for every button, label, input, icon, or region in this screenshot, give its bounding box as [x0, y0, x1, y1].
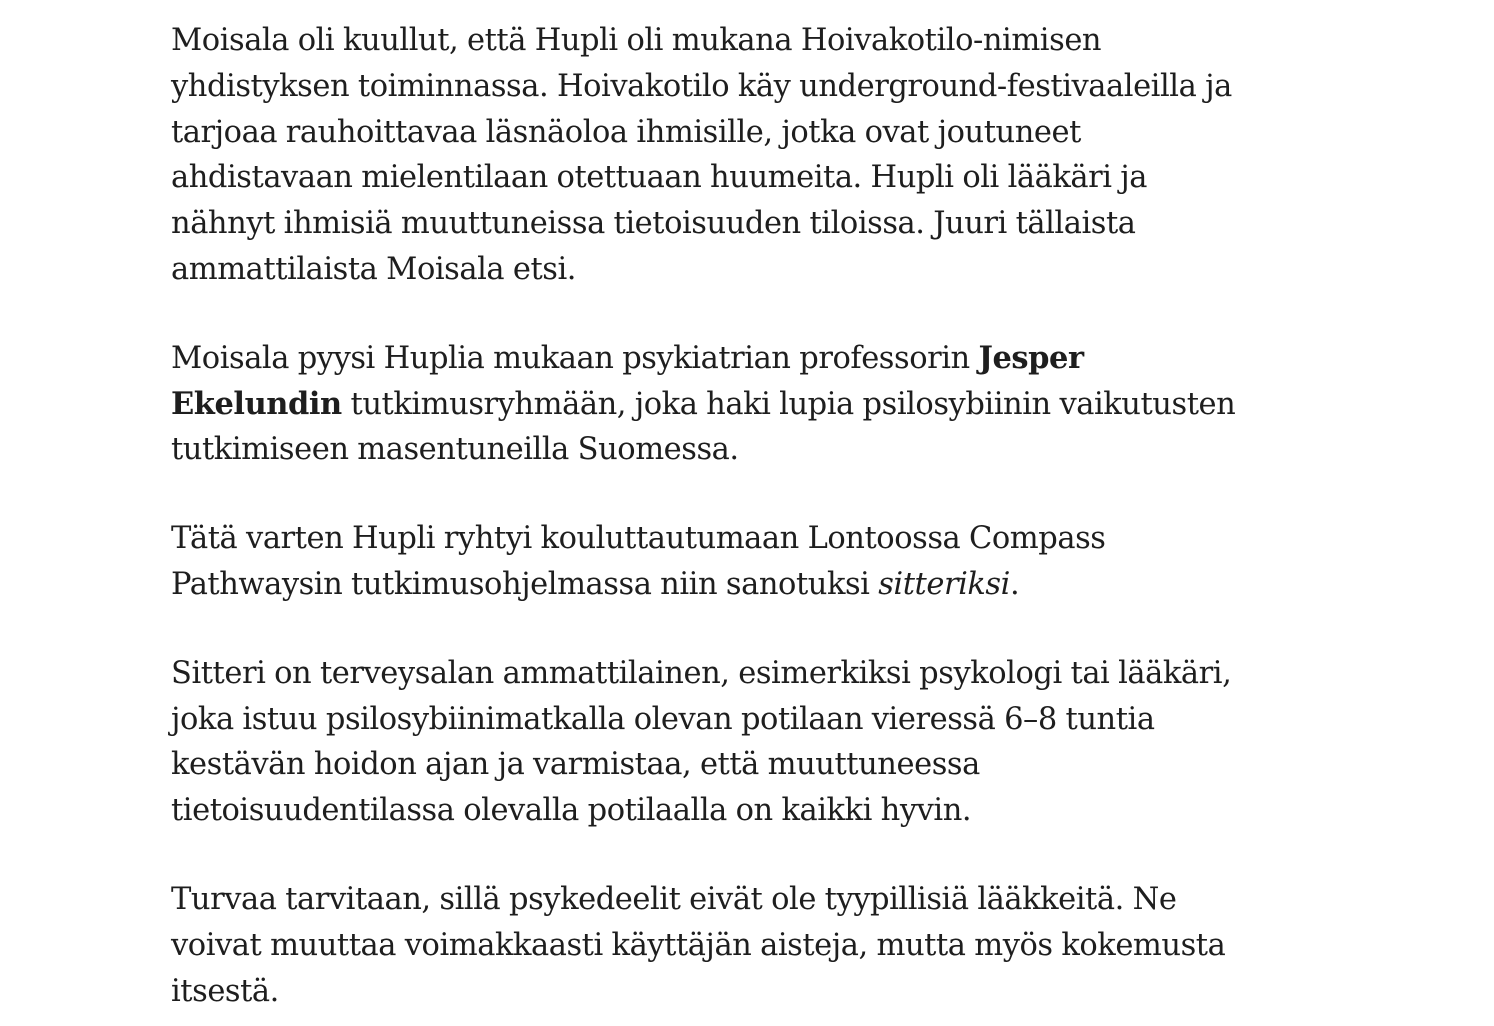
text-line: tarjoaa rauhoittavaa läsnäoloa ihmisille, jotka ovat joutuneet [171, 114, 1081, 150]
text-segment: Moisala pyysi Huplia mukaan psykiatrian professorin [171, 340, 979, 376]
article-body [171, 18, 1331, 1014]
paragraph-4 [171, 651, 1331, 834]
text-line: ammattilaista Moisala etsi. [171, 251, 577, 287]
text-line: joka istuu psilosybiinimatkalla olevan potilaan vieressä 6–8 tuntia [171, 701, 1155, 737]
text-line: Tätä varten Hupli ryhtyi kouluttautumaan Lontoossa Compass [171, 521, 1106, 557]
paragraph-1 [171, 18, 1331, 293]
text-segment: . [1009, 566, 1020, 602]
text-segment: Pathwaysin tutkimusohjelmassa niin sanotuksi [171, 566, 879, 602]
text-line [171, 336, 1331, 382]
person-name-bold: Jesper [978, 339, 1084, 376]
text-line: tietoisuudentilassa olevalla potilaalla on kaikki hyvin. [171, 793, 972, 829]
text-line: itsestä. [171, 973, 279, 1009]
text-line [171, 382, 1331, 428]
text-line: Sitteri on terveysalan ammattilainen, esimerkiksi psykologi tai lääkäri, [171, 655, 1232, 691]
text-line: voivat muuttaa voimakkaasti käyttäjän aisteja, mutta myös kokemusta [171, 927, 1226, 963]
person-name-bold: Ekelundin [171, 385, 342, 422]
text-line: ahdistavaan mielentilaan otettuaan huumeita. Hupli oli lääkäri ja [171, 160, 1148, 196]
text-segment: tutkimusryhmään, joka haki lupia psilosybiinin vaikutusten [341, 386, 1236, 422]
text-line: tutkimiseen masentuneilla Suomessa. [171, 432, 739, 468]
text-line: kestävän hoidon ajan ja varmistaa, että muuttuneessa [171, 747, 980, 783]
paragraph-5 [171, 877, 1331, 1014]
text-line: nähnyt ihmisiä muuttuneissa tietoisuuden tiloissa. Juuri tällaista [171, 206, 1136, 242]
text-line: yhdistyksen toiminnassa. Hoivakotilo käy underground-festivaaleilla ja [171, 68, 1232, 104]
text-line: Moisala oli kuullut, että Hupli oli mukana Hoivakotilo-nimisen [171, 23, 1102, 58]
paragraph-2 [171, 336, 1331, 473]
text-line: Turvaa tarvitaan, sillä psykedeelit eivät ole tyypillisiä lääkkeitä. Ne [171, 881, 1177, 917]
paragraph-3 [171, 516, 1331, 608]
italic-term: sitteriksi [878, 566, 1010, 602]
text-line [171, 562, 1331, 608]
